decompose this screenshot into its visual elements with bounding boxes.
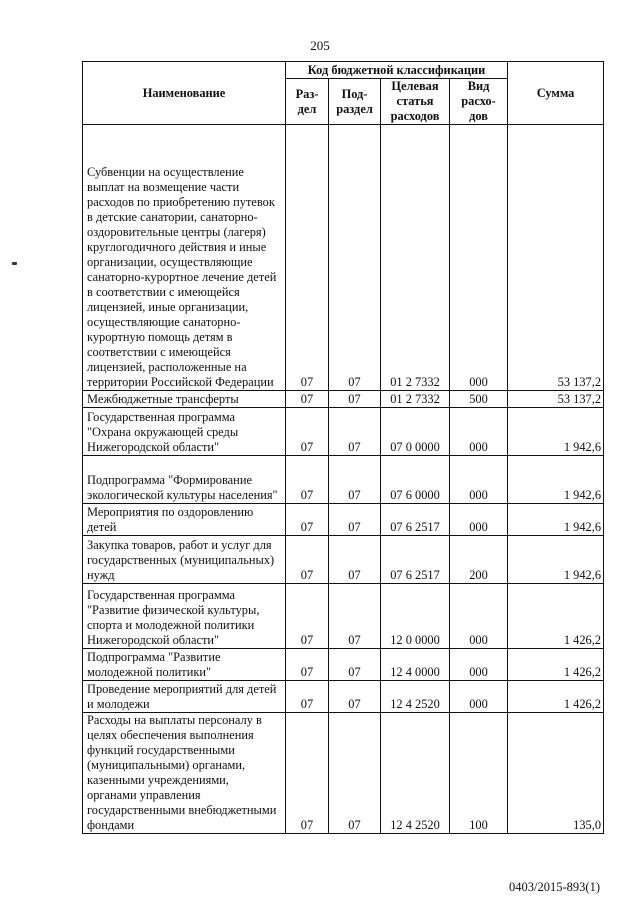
- table-row: [83, 408, 604, 456]
- row-vid: 000: [450, 649, 508, 681]
- header-code-group: Код бюджетной классификации: [286, 62, 508, 79]
- table-row: [83, 504, 604, 536]
- row-target: 12 4 2520: [381, 681, 450, 713]
- row-podrazdel: 07: [329, 584, 381, 649]
- row-target: 01 2 7332: [381, 125, 450, 391]
- row-razdel: 07: [286, 536, 329, 584]
- header-podrazdel: Под-раздел: [329, 79, 381, 125]
- row-sum: 53 137,2: [508, 125, 604, 391]
- row-target: 12 4 2520: [381, 713, 450, 834]
- row-podrazdel: 07: [329, 649, 381, 681]
- header-vid: Вид расхо-дов: [450, 79, 508, 125]
- table-row: [83, 681, 604, 713]
- row-sum: 53 137,2: [508, 391, 604, 408]
- row-name: Закупка товаров, работ и услуг для государственных (муниципальных) нужд: [83, 536, 286, 584]
- row-razdel: 07: [286, 713, 329, 834]
- header-razdel: Раз-дел: [286, 79, 329, 125]
- row-razdel: 07: [286, 584, 329, 649]
- header-name: Наименование: [83, 62, 286, 125]
- row-razdel: 07: [286, 391, 329, 408]
- table-row: [83, 125, 604, 391]
- row-podrazdel: 07: [329, 408, 381, 456]
- row-sum: 1 942,6: [508, 408, 604, 456]
- row-sum: 1 942,6: [508, 456, 604, 504]
- row-sum: 1 942,6: [508, 504, 604, 536]
- row-vid: 000: [450, 504, 508, 536]
- row-vid: 000: [450, 681, 508, 713]
- table-row: [83, 456, 604, 504]
- row-podrazdel: 07: [329, 504, 381, 536]
- row-razdel: 07: [286, 681, 329, 713]
- table-row: [83, 649, 604, 681]
- row-vid: 000: [450, 584, 508, 649]
- row-name: Государственная программа "Развитие физической культуры, спорта и молодежной политики Нижегородской области": [83, 584, 286, 649]
- table-row: [83, 713, 604, 834]
- row-vid: 200: [450, 536, 508, 584]
- row-sum: 135,0: [508, 713, 604, 834]
- row-razdel: 07: [286, 504, 329, 536]
- row-vid: 100: [450, 713, 508, 834]
- row-podrazdel: 07: [329, 125, 381, 391]
- row-name: Государственная программа "Охрана окружающей среды Нижегородской области": [83, 408, 286, 456]
- header-target: Целевая статья расходов: [381, 79, 450, 125]
- row-name: Расходы на выплаты персоналу в целях обеспечения выполнения функций государственными (муниципальными) органами, казенными учреждениями, органами управления государственными внебюджетными фондами: [83, 713, 286, 834]
- table-row: [83, 536, 604, 584]
- row-target: 07 6 2517: [381, 536, 450, 584]
- row-podrazdel: 07: [329, 681, 381, 713]
- row-podrazdel: 07: [329, 456, 381, 504]
- row-podrazdel: 07: [329, 713, 381, 834]
- row-razdel: 07: [286, 649, 329, 681]
- margin-mark: [12, 262, 17, 265]
- row-sum: 1 426,2: [508, 649, 604, 681]
- row-name: Субвенции на осуществление выплат на возмещение части расходов по приобретению путевок в детские санатории, санаторно-оздоровительные центры (лагеря) круглогодичного действия и иные организации, осуществляющие санаторно-курортное лечение детей в соответствии с имеющейся лицензией, иные организации, осуществляющие санаторно-курортную помощь детям в соответствии с имеющейся лицензией, расположенные на территории Российской Федерации: [83, 125, 286, 391]
- row-podrazdel: 07: [329, 391, 381, 408]
- row-sum: 1 426,2: [508, 584, 604, 649]
- row-target: 07 6 0000: [381, 456, 450, 504]
- table-row: [83, 391, 604, 408]
- row-target: 01 2 7332: [381, 391, 450, 408]
- row-razdel: 07: [286, 408, 329, 456]
- row-target: 07 6 2517: [381, 504, 450, 536]
- row-name: Межбюджетные трансферты: [83, 391, 286, 408]
- row-name: Проведение мероприятий для детей и молодежи: [83, 681, 286, 713]
- row-name: Мероприятия по оздоровлению детей: [83, 504, 286, 536]
- page-number: 205: [310, 38, 330, 53]
- row-target: 12 0 0000: [381, 584, 450, 649]
- row-razdel: 07: [286, 456, 329, 504]
- row-name: Подпрограмма "Формирование экологической культуры населения": [83, 456, 286, 504]
- row-podrazdel: 07: [329, 536, 381, 584]
- budget-table: [82, 61, 604, 834]
- row-target: 07 0 0000: [381, 408, 450, 456]
- row-target: 12 4 0000: [381, 649, 450, 681]
- table-body: [83, 125, 604, 834]
- row-vid: 000: [450, 456, 508, 504]
- row-vid: 000: [450, 125, 508, 391]
- row-name: Подпрограмма "Развитие молодежной политики": [83, 649, 286, 681]
- row-sum: 1 426,2: [508, 681, 604, 713]
- row-vid: 000: [450, 408, 508, 456]
- row-sum: 1 942,6: [508, 536, 604, 584]
- row-razdel: 07: [286, 125, 329, 391]
- header-sum: Сумма: [508, 62, 604, 125]
- row-vid: 500: [450, 391, 508, 408]
- document-code: 0403/2015-893(1): [509, 880, 600, 894]
- table-row: [83, 584, 604, 649]
